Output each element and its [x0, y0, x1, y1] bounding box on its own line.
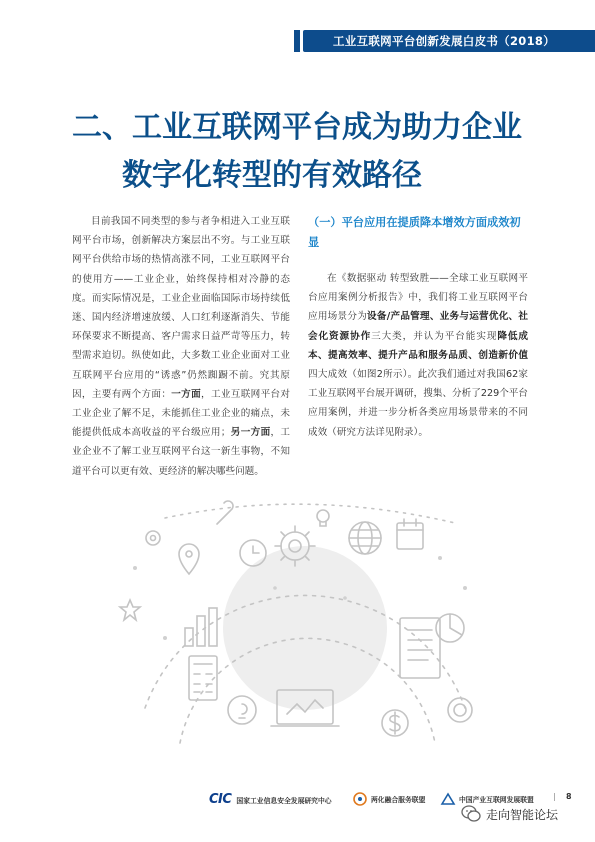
star-icon — [120, 600, 140, 620]
footer-org1 — [209, 792, 332, 807]
footer-separator: | — [553, 792, 556, 801]
header-bar — [303, 30, 595, 52]
document-list-icon — [400, 618, 440, 678]
right-p-end: 四大成效（如图2所示）。此次我们通过对我国62家工业互联网平台展开调研，搜集、分析了229个平台应用案例，并进一步分析各类应用场景带来的不同成效（研究方法详见附录）。 — [308, 369, 528, 438]
left-paragraph-b: ，工业互联网平台对工业企业了解不足，未能抓住工业企业的痛点，未能提供低成本高收益的平台级应用； — [72, 388, 291, 439]
right-bold-categories: 设备/产品管理、业务与运营优化、社会化资源协作 — [308, 311, 528, 342]
industrial-illustration — [105, 498, 490, 756]
left-bold-1: 一方面 — [171, 388, 202, 400]
iiaic-logo-icon — [440, 792, 456, 806]
watermark — [460, 803, 558, 825]
left-column — [72, 212, 290, 481]
wechat-icon — [460, 803, 482, 825]
header-accent — [294, 30, 300, 52]
lightbulb-circle-icon — [228, 696, 256, 724]
calendar-icon — [397, 519, 423, 549]
chapter-title-line1: 二、工业互联网平台成为助力企业 — [72, 110, 522, 145]
lightbulb-icon — [317, 510, 329, 526]
footer-org2-label: 两化融合服务联盟 — [371, 796, 426, 804]
chapter-title — [72, 104, 552, 200]
section-heading: （一）平台应用在提质降本增效方面成效初显 — [308, 216, 521, 249]
left-paragraph-c: ，工业企业不了解工业互联网平台这一新生事物，不知道平台可以更有效、更经济的解决哪些问题。 — [72, 427, 291, 477]
page-number: 8 — [566, 792, 572, 801]
dollar-icon — [382, 710, 408, 736]
location-pin-icon — [179, 544, 199, 574]
settings-gear-small-icon — [146, 531, 160, 545]
right-p-mid: 三大类，并认为平台能实现 — [371, 330, 498, 342]
left-paragraph — [72, 212, 290, 481]
right-bold-values: 降低成本、提高效率、提升产品和服务品质、创造新价值 — [308, 330, 529, 361]
clock-icon — [240, 540, 266, 566]
left-paragraph-a: 目前我国不同类型的参与者争相进入工业互联网平台市场，创新解决方案层出不穷。与工业互联网平台供给市场的热情高涨不同，工业互联网平台的使用方——工业企业，始终保持相对冷静的态度。而实际情况是，工业企业面临国际市场持续低迷、国内经济增速放缓、人口红利逐渐消失、节能环保要求不断提高、客户需求日益严苛等压力，转型需求迫切。纵使如此，大多数工业企业面对工业互联网平台应用的“诱惑”仍然踟蹰不前。究其原因，主要有两个方面： — [72, 216, 290, 400]
footer-org1-label: 国家工业信息安全发展研究中心 — [236, 796, 332, 805]
gear-icon — [275, 526, 315, 566]
watermark-text: 走向智能论坛 — [486, 807, 559, 822]
footer-org3-label: 中国产业互联网发展联盟 — [459, 796, 534, 804]
central-circle-icon — [223, 546, 387, 710]
target-icon — [448, 698, 472, 722]
header-title: 工业互联网平台创新发展白皮书（2018） — [332, 34, 555, 48]
globe-icon — [349, 522, 381, 554]
left-bold-2: 另一方面 — [230, 427, 271, 439]
cic-logo: CIC — [209, 792, 232, 807]
footer-org2 — [352, 792, 425, 806]
alliance-logo-icon — [352, 792, 368, 806]
right-paragraph — [308, 269, 528, 442]
calculator-icon — [189, 656, 217, 700]
right-p-start: 在《数据驱动 转型致胜——全球工业互联网平台应用案例分析报告》中，我们将工业互联网平台应用场景分为 — [308, 273, 528, 323]
right-column — [308, 213, 528, 442]
wrench-icon — [217, 501, 233, 524]
chapter-title-line2: 数字化转型的有效路径 — [122, 158, 422, 193]
